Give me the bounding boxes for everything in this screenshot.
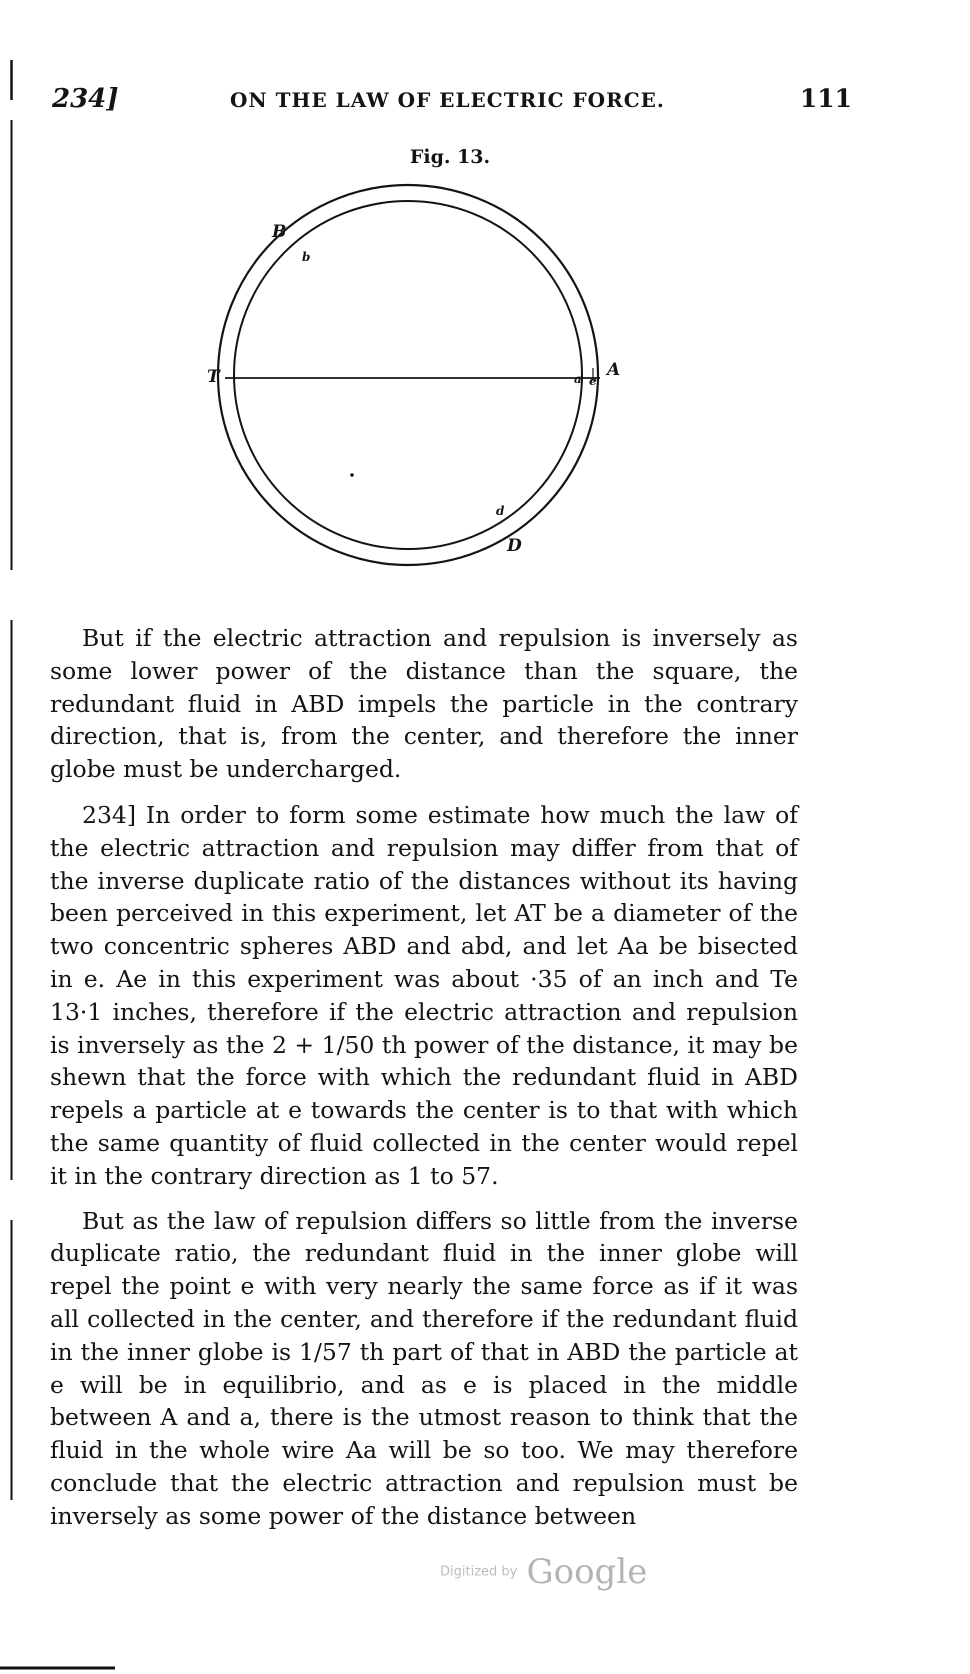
label-B: B — [272, 222, 287, 242]
section-number: 234] — [52, 84, 119, 114]
running-title: ON THE LAW OF ELECTRIC FORCE. — [230, 88, 665, 112]
body-text — [50, 622, 798, 1533]
label-a: a — [574, 372, 582, 386]
label-d: d — [496, 504, 505, 518]
paragraph-3: But as the law of repulsion differs so little from the inverse duplicate ratio, the redundant fluid in the inner globe will repel the point e with very nearly the same force as if it was all collected in the center, and therefore if the redundant fluid in the inner globe is 1/57 th part of that in ABD the particle at e will be in equilibrio, and as e is placed in the middle between A and a, there is the utmost reason to think that the fluid in the whole wire Aa will be so too. We may therefore conclude that the electric attraction and repulsion must be inversely as some power of the distance between — [50, 1206, 798, 1530]
google-logo: Google — [526, 1552, 648, 1592]
scan-bottom-edge — [0, 1655, 120, 1659]
page-number: 111 — [799, 84, 852, 113]
label-D: D — [507, 536, 522, 556]
scan-page-edge — [10, 60, 13, 1500]
label-b: b — [302, 250, 311, 264]
label-e: e — [589, 374, 597, 388]
outer-sphere-circle — [218, 185, 598, 565]
digitized-by-text: Digitized by — [440, 1564, 518, 1580]
inner-sphere-circle — [234, 201, 582, 549]
figure-caption: Fig. 13. — [409, 146, 491, 168]
running-header — [52, 84, 852, 120]
label-T: T — [207, 367, 220, 387]
label-A: A — [607, 360, 621, 380]
digitized-watermark — [440, 1552, 647, 1602]
paragraph-2: 234] In order to form some estimate how much the law of the electric attraction and repulsion may differ from that of the inverse duplicate ratio of the distances without its having been perceived in this experiment, let AT be a diameter of the two concentric spheres ABD and abd, and let Aa be bisected in e. Ae in this experiment was about ·35 of an inch and Te 13·1 inches, therefore if the electric attraction and repulsion is inversely as the 2 + 1/50 th power of the distance, it may be shewn that the force with which the redundant fluid in ABD repels a particle at e towards the center is to that with which the same quantity of fluid collected in the center would repel it in the contrary direction as 1 to 57. — [50, 800, 798, 1190]
center-dot — [350, 473, 354, 477]
paragraph-1: But if the electric attraction and repulsion is inversely as some lower power of the distance than the square, the redundant fluid in ABD impels the particle in the contrary direction, that is, from the center, and therefore the inner globe must be undercharged. — [50, 624, 798, 784]
figure-concentric-spheres — [180, 175, 660, 595]
